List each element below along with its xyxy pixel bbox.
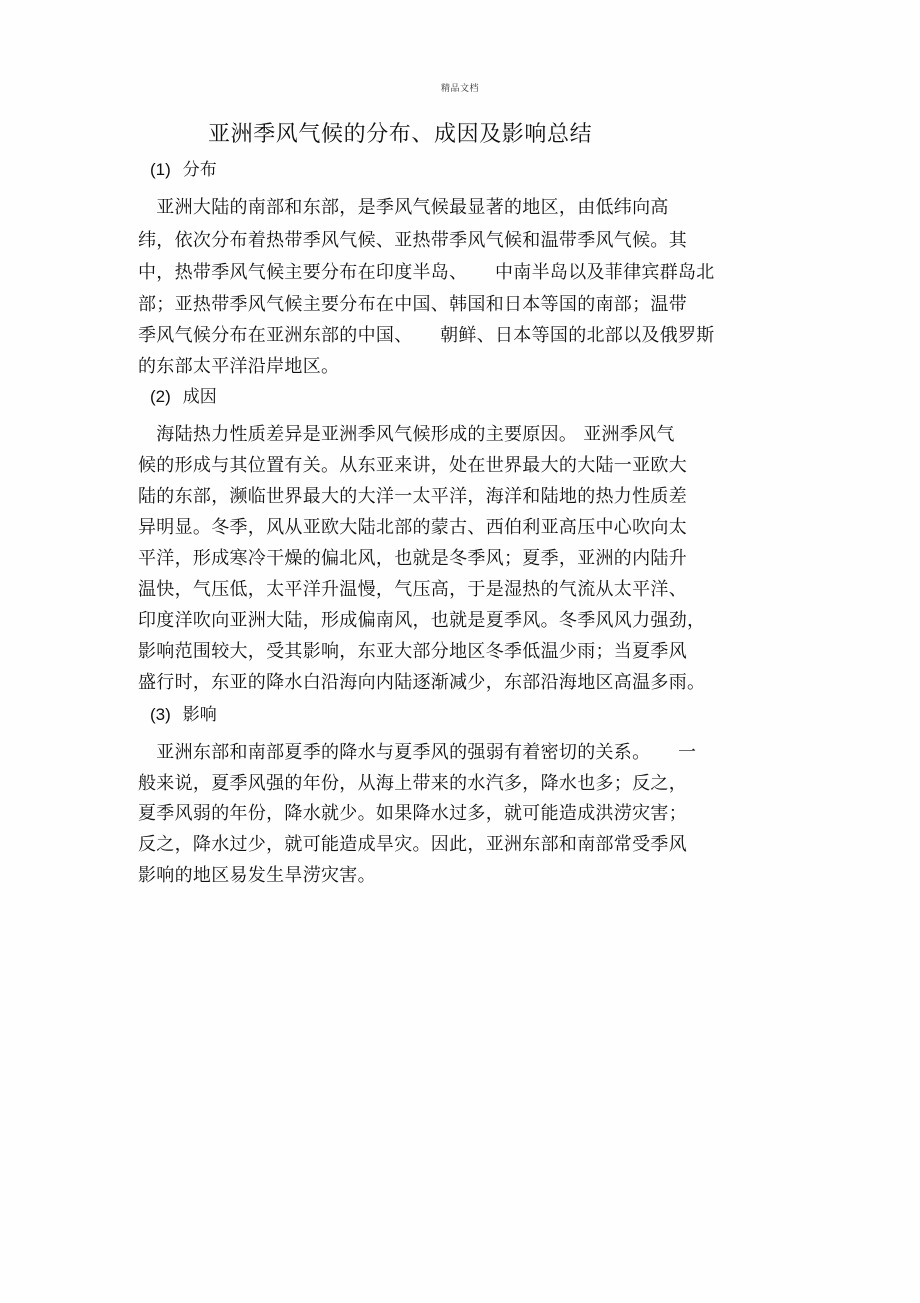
para2-line: 温快，气压低，太平洋升温慢，气压高，于是湿热的气流从太平洋、 xyxy=(138,579,687,600)
para2-line: 印度洋吹向亚洲大陆，形成偏南风，也就是夏季风。冬季风风力强劲， xyxy=(138,610,706,631)
para1-line: 的东部太平洋沿岸地区。 xyxy=(138,356,340,377)
para3-line: 反之，降水过少，就可能造成旱灾。因此，亚洲东部和南部常受季风 xyxy=(138,834,687,855)
para2-line: 平洋，形成寒冷干燥的偏北风，也就是冬季风；夏季，亚洲的内陆升 xyxy=(138,548,687,569)
section-number: (1) xyxy=(150,160,171,179)
para2-line: 异明显。冬季，风从亚欧大陆北部的蒙古、西伯利亚高压中心吹向太 xyxy=(138,517,687,538)
section-label: 影响 xyxy=(182,705,217,725)
page-header: 精品文档 xyxy=(440,84,479,94)
para1-line: 中，热带季风气候主要分布在印度半岛、 中南半岛以及菲律宾群岛北 xyxy=(138,262,715,283)
section-heading-impact xyxy=(150,700,217,725)
section-heading-distribution xyxy=(150,155,217,180)
section-heading-causes xyxy=(150,382,217,407)
para1-line: 季风气候分布在亚洲东部的中国、 朝鲜、日本等国的北部以及俄罗斯 xyxy=(138,325,715,346)
para3-line: 亚洲东部和南部夏季的降水与夏季风的强弱有着密切的关系。 一 xyxy=(138,742,697,763)
document-title: 亚洲季风气候的分布、成因及影响总结 xyxy=(208,122,593,147)
para2-line: 海陆热力性质差异是亚洲季风气候形成的主要原因。 亚洲季风气 xyxy=(138,424,675,445)
para3-line: 影响的地区易发生旱涝灾害。 xyxy=(138,865,376,886)
para2-line: 影响范围较大，受其影响，东亚大部分地区冬季低温少雨；当夏季风 xyxy=(138,641,687,662)
para2-line: 候的形成与其位置有关。从东亚来讲，处在世界最大的大陆一亚欧大 xyxy=(138,455,687,476)
para2-line: 陆的东部，濒临世界最大的大洋一太平洋，海洋和陆地的热力性质差 xyxy=(138,486,687,507)
para3-line: 般来说，夏季风强的年份，从海上带来的水汽多，降水也多；反之， xyxy=(138,773,687,794)
section-number: (3) xyxy=(150,705,171,724)
section-label: 成因 xyxy=(182,387,217,407)
section-label: 分布 xyxy=(182,160,217,180)
para2-line: 盛行时，东亚的降水白沿海向内陆逐渐减少，东部沿海地区高温多雨。 xyxy=(138,672,706,693)
para1-line: 纬，依次分布着热带季风气候、亚热带季风气候和温带季风气候。其 xyxy=(138,230,687,251)
para1-line: 亚洲大陆的南部和东部，是季风气候最显著的地区，由低纬向高 xyxy=(138,197,669,218)
para3-line: 夏季风弱的年份，降水就少。如果降水过多，就可能造成洪涝灾害； xyxy=(138,803,687,824)
para1-line: 部；亚热带季风气候主要分布在中国、韩国和日本等国的南部；温带 xyxy=(138,294,687,315)
section-number: (2) xyxy=(150,387,171,406)
